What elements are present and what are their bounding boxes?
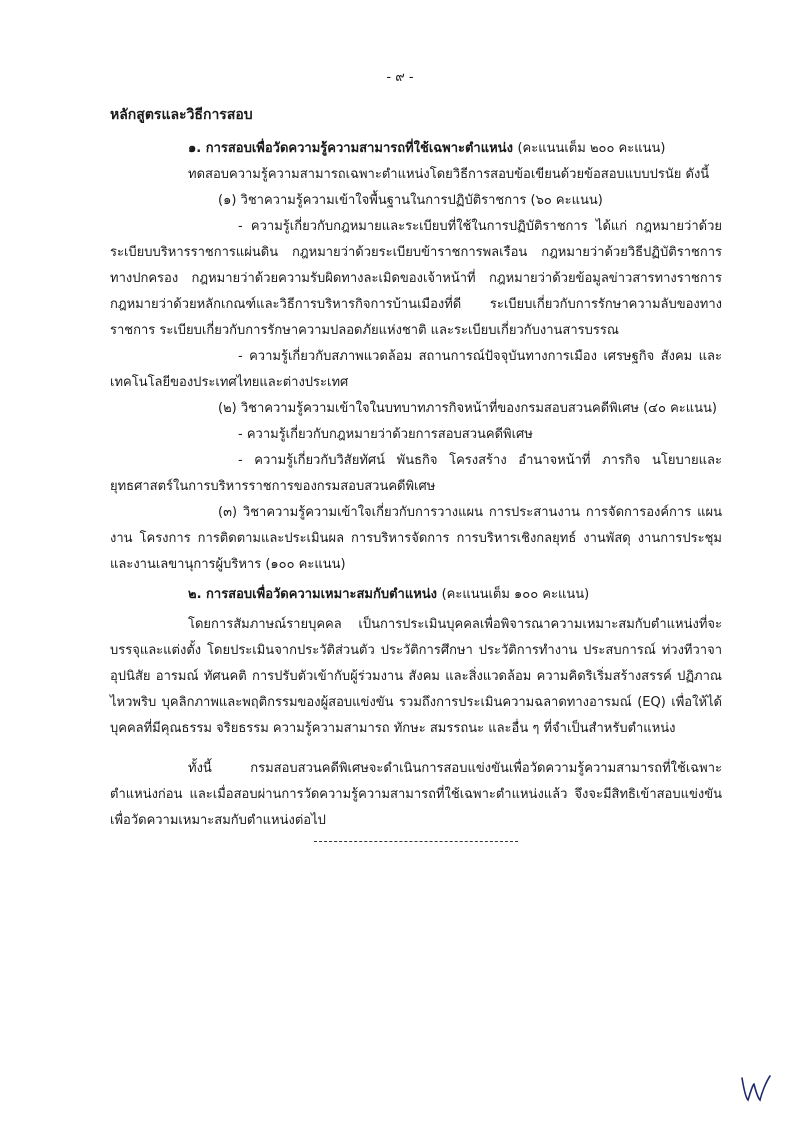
section-1-score: (คะแนนเต็ม ๒๐๐ คะแนน) (517, 141, 666, 156)
subject-2-title: (๒) วิชาความรู้ความเข้าใจในบทบาทภารกิจหน้าที่ของกรมสอบสวนคดีพิเศษ (๔๐ คะแนน) (218, 401, 717, 416)
section-2-body: โดยการสัมภาษณ์รายบุคคล เป็นการประเมินบุคคลเพื่อพิจารณาความเหมาะสมกับตำแหน่งที่จะบรรจุและแต่งตั้ง โดยประเมินจากประวัติส่วนตัว ประวัติการศึกษา ประวัติการทำงาน ประสบการณ์ ท่วงทีวาจา อุปนิสัย อารมณ์ ทัศนคติ การปรับตัวเข้ากับผู้ร่วมงาน สังคม และสิ่งแวดล้อม ความคิดริเริ่มสร้างสรรค์ ปฏิภาณไหวพริบ บุคลิกภาพและพฤติกรรมของผู้สอบแข่งขัน รวมถึงการประเมินความฉลาดทางอารมณ์ (EQ) เพื่อให้ได้บุคคลที่มีคุณธรรม จริยธรรม ความรู้ความสามารถ ทักษะ สมรรถนะ และอื่น ๆ ที่จำเป็นสำหรับตำแหน่ง (110, 617, 722, 736)
document-body (110, 136, 722, 834)
section-1-intro: ทดสอบความรู้ความสามารถเฉพาะตำแหน่งโดยวิธีการสอบข้อเขียนด้วยข้อสอบแบบปรนัย ดังนี้ (188, 167, 710, 182)
section-2-title (110, 582, 722, 608)
section-2-title-text: ๒. การสอบเพื่อวัดความเหมาะสมกับตำแหน่ง (188, 587, 438, 602)
signature-initials (736, 1070, 776, 1106)
section-2-score: (คะแนนเต็ม ๑๐๐ คะแนน) (441, 587, 590, 602)
page-number: - ๙ - (386, 70, 414, 85)
closing-paragraph: ทั้งนี้ กรมสอบสวนคดีพิเศษจะดำเนินการสอบแข่งขันเพื่อวัดความรู้ความสามารถที่ใช้เฉพาะตำแหน่งก่อน และเมื่อสอบผ่านการวัดความรู้ความสามารถที่ใช้เฉพาะตำแหน่งแล้ว จึงจะมีสิทธิเข้าสอบแข่งขันเพื่อวัดความเหมาะสมกับตำแหน่งต่อไป (110, 761, 722, 828)
subject-2-bullet-2: - ความรู้เกี่ยวกับวิสัยทัศน์ พันธกิจ โครงสร้าง อำนาจหน้าที่ ภารกิจ นโยบายและยุทธศาสตร์ในการบริหารราชการของกรมสอบสวนคดีพิเศษ (110, 453, 722, 494)
section-1-title-text: ๑. การสอบเพื่อวัดความรู้ความสามารถที่ใช้เฉพาะตำแหน่ง (188, 141, 513, 156)
subject-2-bullet-1: - ความรู้เกี่ยวกับกฎหมายว่าด้วยการสอบสวนคดีพิเศษ (238, 427, 533, 442)
subject-1-title: (๑) วิชาความรู้ความเข้าใจพื้นฐานในการปฏิบัติราชการ (๖๐ คะแนน) (218, 193, 603, 208)
subject-1-bullet-2: - ความรู้เกี่ยวกับสภาพแวดล้อม สถานการณ์ปัจจุบันทางการเมือง เศรษฐกิจ สังคม และเทคโนโลยีของประเทศไทยและต่างประเทศ (110, 349, 722, 390)
end-divider (314, 841, 518, 842)
subject-3-title: (๓) วิชาความรู้ความเข้าใจเกี่ยวกับการวางแผน การประสานงาน การจัดการองค์การ แผนงาน โครงการ การติดตามและประเมินผล การบริหารจัดการ การบริหารเชิงกลยุทธ์ งานพัสดุ งานการประชุม และงานเลขานุการผู้บริหาร (๑๐๐ คะแนน) (110, 505, 722, 572)
section-1-title (110, 136, 722, 162)
section-heading: หลักสูตรและวิธีการสอบ (110, 107, 253, 123)
subject-1-bullet-1: - ความรู้เกี่ยวกับกฎหมายและระเบียบที่ใช้ในการปฏิบัติราชการ ได้แก่ กฎหมายว่าด้วยระเบียบบริหารราชการแผ่นดิน กฎหมายว่าด้วยระเบียบข้าราชการพลเรือน กฎหมายว่าด้วยวิธีปฏิบัติราชการทางปกครอง กฎหมายว่าด้วยความรับผิดทางละเมิดของเจ้าหน้าที่ กฎหมายว่าด้วยข้อมูลข่าวสารทางราชการ กฎหมายว่าด้วยหลักเกณฑ์และวิธีการบริหารกิจการบ้านเมืองที่ดี ระเบียบเกี่ยวกับการรักษาความลับของทางราชการ ระเบียบเกี่ยวกับการรักษาความปลอดภัยแห่งชาติ และระเบียบเกี่ยวกับงานสารบรรณ (110, 219, 722, 338)
